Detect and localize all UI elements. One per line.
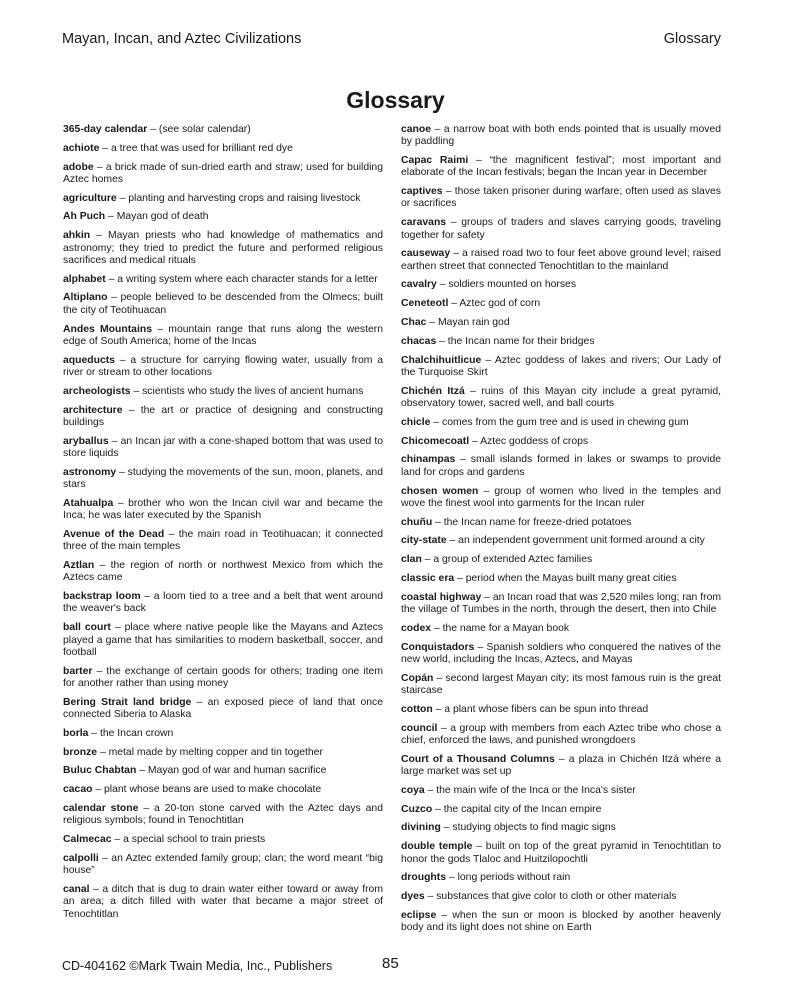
glossary-term: Conquistadors — [401, 641, 475, 653]
glossary-definition: – brother who won the Incan civil war and became the Inca; he was later executed by the Spanish — [63, 497, 383, 522]
glossary-definition: – the exchange of certain goods for others; trading one item for another rather than using money — [63, 665, 383, 689]
glossary-term: achiote — [63, 142, 100, 154]
glossary-definition: – ruins of this Mayan city include a great pyramid, observatory tower, sacred well, and ball courts — [401, 385, 721, 410]
glossary-term: aryballus — [63, 435, 109, 447]
glossary-entry — [63, 124, 383, 136]
glossary-entry — [63, 436, 383, 461]
glossary-entry — [401, 841, 721, 866]
glossary-definition: – an Incan road that was 2,520 miles long; ran from the village of Tumbes in the north, through the desert, then into Chile — [401, 591, 722, 616]
glossary-entry — [401, 386, 721, 411]
glossary-term: city-state — [401, 535, 447, 547]
glossary-entry — [63, 884, 383, 921]
glossary-definition: – Aztec god of corn — [448, 298, 541, 310]
glossary-entry — [63, 230, 383, 267]
glossary-entry — [401, 723, 721, 748]
glossary-definition: – Mayan rain god — [426, 317, 510, 329]
glossary-definition: – a group with members from each Aztec tribe who chose a chief, enforced the laws, and punished wrongdoers — [401, 722, 721, 746]
glossary-definition: – soldiers mounted on horses — [436, 279, 577, 291]
glossary-entry — [63, 784, 383, 796]
glossary-term: cavalry — [401, 279, 437, 291]
glossary-entry — [63, 498, 383, 523]
glossary-entry — [401, 754, 721, 779]
glossary-term: council — [401, 722, 438, 734]
page-header — [62, 31, 721, 47]
glossary-term: captives — [401, 186, 443, 198]
glossary-definition: – a narrow boat with both ends pointed that is usually moved by paddling — [401, 124, 721, 148]
glossary-definition: – the capital city of the Incan empire — [432, 803, 602, 815]
glossary-definition: – planting and harvesting crops and raising livestock — [116, 192, 361, 204]
glossary-term: divining — [401, 822, 441, 834]
glossary-entry — [401, 910, 721, 935]
glossary-term: barter — [63, 665, 93, 677]
glossary-entry — [63, 560, 383, 585]
glossary-term: causeway — [401, 248, 451, 260]
glossary-entry — [401, 186, 721, 211]
glossary-definition: – built on top of the great pyramid in Tenochtitlan to honor the gods Tlaloc and Huitzilopochtli — [401, 841, 721, 865]
glossary-entry — [401, 279, 721, 291]
glossary-entry — [63, 591, 383, 616]
glossary-column-left — [63, 124, 383, 927]
glossary-entry — [63, 386, 383, 398]
glossary-definition: – a 20-ton stone carved with the Aztec days and religious symbols; found in Tenochtitlan — [63, 802, 383, 827]
glossary-definition: – second largest Mayan city; its most famous ruin is the great staircase — [401, 672, 721, 697]
glossary-entry — [63, 622, 383, 659]
glossary-entry — [63, 747, 383, 759]
glossary-column-right — [401, 124, 721, 941]
glossary-term: canal — [63, 883, 90, 895]
glossary-term: archeologists — [63, 385, 131, 397]
glossary-term: Buluc Chabtan — [63, 765, 137, 777]
glossary-entry — [401, 573, 721, 585]
glossary-term: borla — [63, 727, 89, 739]
glossary-definition: – when the sun or moon is blocked by another heavenly body and its light does not shine on Earth — [401, 909, 721, 934]
glossary-definition: – mountain range that runs along the western edge of South America; home of the Incas — [63, 323, 384, 347]
glossary-term: bronze — [63, 746, 98, 758]
glossary-term: adobe — [63, 161, 94, 173]
glossary-definition: – (see solar calendar) — [147, 124, 251, 135]
glossary-term: dyes — [401, 891, 425, 903]
glossary-definition: – studying the movements of the sun, moon, planets, and stars — [63, 466, 383, 491]
glossary-term: clan — [401, 554, 422, 566]
glossary-definition: – comes from the gum tree and is used in chewing gum — [430, 416, 689, 428]
glossary-definition: – those taken prisoner during warfare; often used as slaves or sacrifices — [401, 186, 721, 210]
glossary-entry — [401, 804, 721, 816]
glossary-entry — [401, 248, 721, 273]
glossary-term: architecture — [63, 404, 123, 416]
glossary-entry — [401, 317, 721, 329]
glossary-definition: – a raised road two to four feet above ground level; raised earthen street that connected Tenochtitlan to the mainland — [401, 248, 721, 272]
glossary-definition: – the art or practice of designing and constructing buildings — [63, 404, 383, 428]
publisher-footer: CD-404162 ©Mark Twain Media, Inc., Publishers — [62, 959, 333, 973]
glossary-entry — [401, 785, 721, 797]
glossary-term: chacas — [401, 335, 437, 347]
glossary-entry — [401, 336, 721, 348]
glossary-term: Atahualpa — [63, 497, 114, 509]
glossary-definition: – metal made by melting copper and tin together — [97, 746, 323, 758]
glossary-term: backstrap loom — [63, 591, 141, 603]
glossary-entry — [63, 211, 383, 223]
glossary-definition: – Aztec goddess of lakes and rivers; Our Lady of the Turquoise Skirt — [401, 354, 721, 378]
glossary-term: eclipse — [401, 909, 437, 921]
glossary-entry — [63, 765, 383, 777]
page-title: Glossary — [346, 87, 445, 113]
glossary-definition: – the Incan name for freeze-dried potatoes — [432, 516, 632, 528]
glossary-entry — [401, 535, 721, 547]
glossary-term: Chac — [401, 317, 427, 329]
glossary-entry — [63, 355, 383, 380]
glossary-entry — [401, 554, 721, 566]
glossary-term: chuñu — [401, 516, 433, 528]
glossary-definition: – an Aztec extended family group; clan; the word meant “big house” — [63, 852, 383, 877]
glossary-definition: – a plant whose fibers can be spun into thread — [432, 703, 649, 715]
glossary-definition: – Mayan god of death — [105, 211, 209, 223]
glossary-entry — [401, 417, 721, 429]
glossary-term: Altiplano — [63, 292, 108, 304]
glossary-entry — [63, 143, 383, 155]
glossary-definition: – a writing system where each character stands for a letter — [105, 273, 378, 285]
glossary-entry — [401, 673, 721, 698]
glossary-definition: – a tree that was used for brilliant red dye — [99, 142, 293, 154]
glossary-term: coastal highway — [401, 591, 482, 603]
glossary-entry — [401, 592, 721, 617]
glossary-term: chinampas — [401, 454, 456, 466]
glossary-entry — [63, 697, 383, 722]
glossary-definition: – plant whose beans are used to make chocolate — [92, 784, 322, 796]
glossary-entry — [63, 324, 383, 349]
glossary-definition: – an independent government unit formed around a city — [446, 535, 705, 547]
glossary-definition: – people believed to be descended from the Olmecs; built the city of Teotihuacan — [63, 292, 383, 316]
glossary-entry — [401, 217, 721, 242]
glossary-term: coya — [401, 784, 425, 796]
glossary-term: alphabet — [63, 273, 106, 285]
glossary-definition: – Spanish soldiers who conquered the natives of the new world, including the Incas, Aztecs, and Mayas — [401, 641, 721, 665]
glossary-entry — [401, 155, 721, 180]
glossary-entry — [63, 274, 383, 286]
glossary-term: astronomy — [63, 466, 117, 478]
glossary-definition: – the Incan name for their bridges — [436, 335, 595, 347]
glossary-term: cacao — [63, 784, 93, 796]
glossary-entry — [63, 529, 383, 554]
glossary-term: cotton — [401, 703, 433, 715]
glossary-definition: – a ditch that is dug to drain water either toward or away from an area; a ditch filled with water that became a major street of Tenochtitlan — [63, 883, 383, 920]
glossary-definition: – an exposed piece of land that once connected Siberia to Alaska — [63, 696, 383, 720]
glossary-term: calendar stone — [63, 802, 139, 814]
glossary-term: Chicomecoatl — [401, 435, 470, 447]
glossary-entry — [401, 124, 721, 149]
glossary-entry — [401, 872, 721, 884]
glossary-term: Chalchihuitlicue — [401, 354, 482, 366]
glossary-term: Aztlan — [63, 560, 95, 572]
glossary-term: Cuzco — [401, 803, 433, 815]
glossary-entry — [401, 642, 721, 667]
glossary-definition: – place where native people like the Mayans and Aztecs played a game that has similarities to modern basketball, soccer, and football — [63, 622, 383, 658]
glossary-definition: – Mayan priests who had knowledge of mathematics and astronomy; they tried to predict the future and performed religious sacrifices and medical rituals — [63, 230, 383, 266]
glossary-term: double temple — [401, 841, 473, 853]
glossary-term: 365-day calendar — [63, 124, 148, 135]
glossary-term: Ah Puch — [63, 211, 106, 223]
glossary-entry — [401, 486, 721, 511]
glossary-definition: – the main wife of the Inca or the Inca's sister — [424, 784, 636, 796]
glossary-term: Andes Mountains — [63, 323, 152, 335]
glossary-definition: – groups of traders and slaves carrying goods, traveling together for safety — [401, 217, 721, 241]
glossary-term: Ceneteotl — [401, 298, 449, 310]
glossary-definition: – substances that give color to cloth or other materials — [424, 891, 677, 903]
glossary-entry — [401, 436, 721, 448]
glossary-entry — [63, 666, 383, 691]
glossary-definition: – studying objects to find magic signs — [440, 822, 616, 834]
glossary-definition: – a structure for carrying flowing water, usually from a river or stream to other locations — [63, 354, 383, 378]
glossary-term: Calmecac — [63, 834, 112, 846]
glossary-definition: – long periods without rain — [446, 872, 571, 884]
glossary-entry — [63, 162, 383, 187]
glossary-term: chosen women — [401, 485, 479, 497]
glossary-entry — [63, 193, 383, 205]
glossary-entry — [401, 454, 721, 479]
glossary-entry — [401, 298, 721, 310]
glossary-definition: – a brick made of sun-dried earth and straw; used for building Aztec homes — [63, 161, 383, 185]
glossary-entry — [63, 405, 383, 430]
glossary-term: ahkin — [63, 230, 91, 242]
book-title: Mayan, Incan, and Aztec Civilizations — [62, 31, 302, 47]
section-name: Glossary — [663, 31, 721, 47]
glossary-term: droughts — [401, 872, 447, 884]
glossary-definition: – an Incan jar with a cone-shaped bottom that was used to store liquids — [63, 435, 383, 459]
glossary-term: agriculture — [63, 192, 117, 204]
glossary-term: Chichén Itzá — [401, 385, 465, 397]
page-number: 85 — [382, 955, 399, 972]
glossary-definition: – scientists who study the lives of ancient humans — [130, 385, 364, 397]
glossary-term: calpolli — [63, 852, 99, 864]
glossary-definition: – the region of north or northwest Mexico from which the Aztecs came — [63, 560, 383, 584]
glossary-definition: – “the magnificent festival”; most important and elaborate of the Incan festivals; began the Incan year in December — [401, 155, 721, 179]
glossary-term: Avenue of the Dead — [63, 528, 165, 540]
glossary-definition: – a plaza in Chichén Itzá where a large market was set up — [401, 753, 721, 778]
glossary-entry — [63, 803, 383, 828]
glossary-entry — [401, 891, 721, 903]
glossary-term: Copán — [401, 672, 434, 684]
glossary-term: canoe — [401, 124, 432, 135]
glossary-entry — [63, 834, 383, 846]
glossary-term: chicle — [401, 416, 431, 428]
glossary-definition: – small islands formed in lakes or swamps to provide land for crops and gardens — [401, 454, 721, 478]
glossary-entry — [63, 292, 383, 317]
glossary-definition: – a loom tied to a tree and a belt that went around the weaver's back — [63, 591, 383, 615]
glossary-entry — [63, 728, 383, 740]
glossary-term: Capac Raimi — [401, 155, 469, 167]
glossary-definition: – the Incan crown — [88, 727, 174, 739]
glossary-entry — [401, 517, 721, 529]
glossary-definition: – a group of extended Aztec families — [421, 554, 593, 566]
glossary-term: ball court — [63, 622, 111, 634]
glossary-entry — [401, 355, 721, 380]
glossary-definition: – period when the Mayas built many great cities — [454, 573, 677, 585]
glossary-definition: – group of women who lived in the temples and wove the finest wool into garments for the Incan ruler — [401, 485, 721, 509]
glossary-definition: – Aztec goddess of crops — [469, 435, 589, 447]
glossary-definition: – Mayan god of war and human sacrifice — [136, 765, 327, 777]
glossary-entry — [401, 623, 721, 635]
glossary-term: Court of a Thousand Columns — [401, 753, 555, 765]
glossary-term: classic era — [401, 573, 455, 585]
glossary-term: codex — [401, 622, 432, 634]
glossary-entry — [401, 704, 721, 716]
glossary-definition: – the main road in Teotihuacan; it connected three of the main temples — [63, 528, 383, 553]
glossary-entry — [63, 467, 383, 492]
glossary-entry — [63, 853, 383, 878]
glossary-definition: – the name for a Mayan book — [431, 622, 570, 634]
glossary-term: aqueducts — [63, 354, 115, 366]
glossary-term: Bering Strait land bridge — [63, 696, 192, 708]
glossary-term: caravans — [401, 217, 447, 229]
glossary-entry — [401, 822, 721, 834]
glossary-definition: – a special school to train priests — [111, 834, 266, 846]
